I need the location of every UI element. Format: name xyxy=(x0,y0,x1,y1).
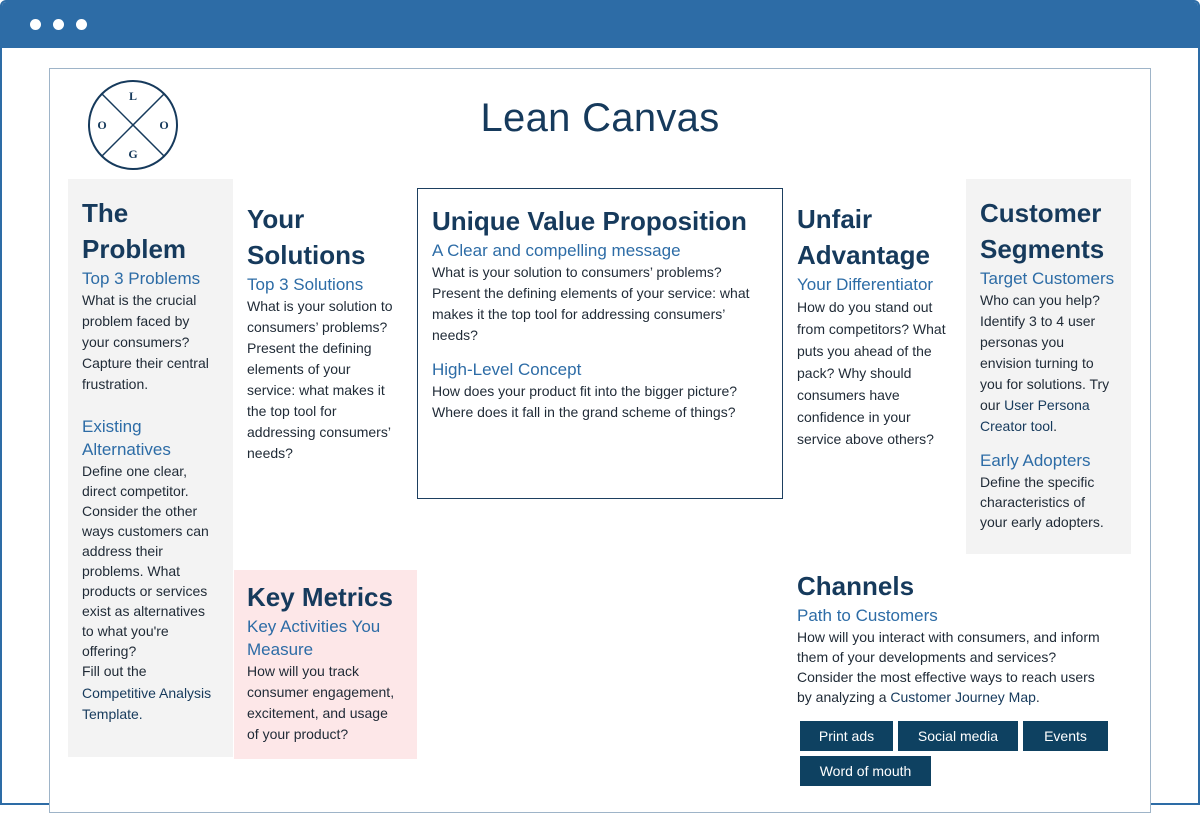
channel-tag-social-media[interactable]: Social media xyxy=(898,721,1018,751)
window-dot-icon[interactable] xyxy=(30,19,41,30)
channel-tag-events[interactable]: Events xyxy=(1023,721,1108,751)
advantage-heading: Unfair Advantage xyxy=(797,204,930,270)
solutions-subheading: Top 3 Solutions xyxy=(247,275,364,294)
metrics-panel xyxy=(234,570,417,759)
advantage-subheading: Your Differentiator xyxy=(797,275,934,294)
problem-panel xyxy=(68,179,233,757)
solutions-heading: Your Solutions xyxy=(247,204,366,270)
problem-description: What is the crucial problem faced by your consumers? Capture their central frustration. xyxy=(82,292,209,392)
segments-description: Who can you help? Identify 3 to 4 user personas you envision turning to you for solutions. Try our User Persona Creator tool. xyxy=(980,292,1110,434)
concept-subheading: High-Level Concept xyxy=(432,360,582,379)
segments-panel xyxy=(966,179,1131,554)
early-adopters-subheading: Early Adopters xyxy=(980,451,1091,470)
channels-heading: Channels xyxy=(797,571,915,601)
uvp-description: What is your solution to consumers’ problems? Present the defining elements of your service: what makes it the top tool for addressing consumers’ needs? xyxy=(432,264,750,343)
window-dot-icon[interactable] xyxy=(53,19,64,30)
customer-journey-map-link[interactable]: Customer Journey Map xyxy=(890,689,1036,705)
alternatives-subheading: Existing Alternatives xyxy=(82,417,171,459)
segments-heading: Customer Segments xyxy=(980,198,1105,264)
alternatives-description: Define one clear, direct competitor. Consider the other ways customers can address their problems. What products or services exist as alternatives to what you're offering? Fill out the xyxy=(82,463,209,679)
channels-panel xyxy=(797,568,1137,707)
channel-tag-word-of-mouth[interactable]: Word of mouth xyxy=(800,756,931,786)
competitive-analysis-link[interactable]: Competitive Analysis Template. xyxy=(82,685,212,722)
page-title: Lean Canvas xyxy=(480,96,720,140)
persona-creator-link-cont[interactable]: Creator tool xyxy=(980,418,1054,434)
solutions-panel xyxy=(247,201,412,464)
segments-subheading: Target Customers xyxy=(980,269,1115,288)
channels-description: How will you interact with consumers, and inform them of your developments and services? Consider the most effective ways to reach users by analyzing a Customer Journey Map. xyxy=(797,629,1100,705)
logo-letter-right: O xyxy=(159,118,169,132)
problem-subheading: Top 3 Problems xyxy=(82,269,201,288)
channel-tag-print-ads[interactable]: Print ads xyxy=(800,721,893,751)
metrics-subheading: Key Activities You Measure xyxy=(247,617,381,659)
solutions-description: What is your solution to consumers’ problems? Present the defining elements of your service: what makes it the top tool for addressing consumers’ needs? xyxy=(247,298,393,461)
metrics-description: How will you track consumer engagement, excitement, and usage of your product? xyxy=(247,663,395,742)
window-title-bar xyxy=(2,2,1198,48)
channels-subheading: Path to Customers xyxy=(797,606,938,625)
uvp-panel xyxy=(417,188,783,499)
early-adopters-description: Define the specific characteristics of your early adopters. xyxy=(980,474,1104,530)
uvp-subheading: A Clear and compelling message xyxy=(432,241,681,260)
concept-description: How does your product fit into the bigger picture? Where does it fall in the grand scheme of things? xyxy=(432,383,738,420)
metrics-heading: Key Metrics xyxy=(247,582,393,612)
logo-letter-left: O xyxy=(97,118,107,132)
advantage-panel xyxy=(797,201,962,450)
advantage-description: How do you stand out from competitors? What puts you ahead of the pack? Why should consumers have confidence in your service above others? xyxy=(797,299,946,447)
logo-letter-top: L xyxy=(128,89,138,103)
uvp-heading: Unique Value Proposition xyxy=(432,206,747,236)
persona-creator-link[interactable]: User Persona xyxy=(1004,397,1090,413)
problem-heading: The Problem xyxy=(82,198,187,264)
logo-letter-bottom: G xyxy=(128,147,138,161)
window-dot-icon[interactable] xyxy=(76,19,87,30)
